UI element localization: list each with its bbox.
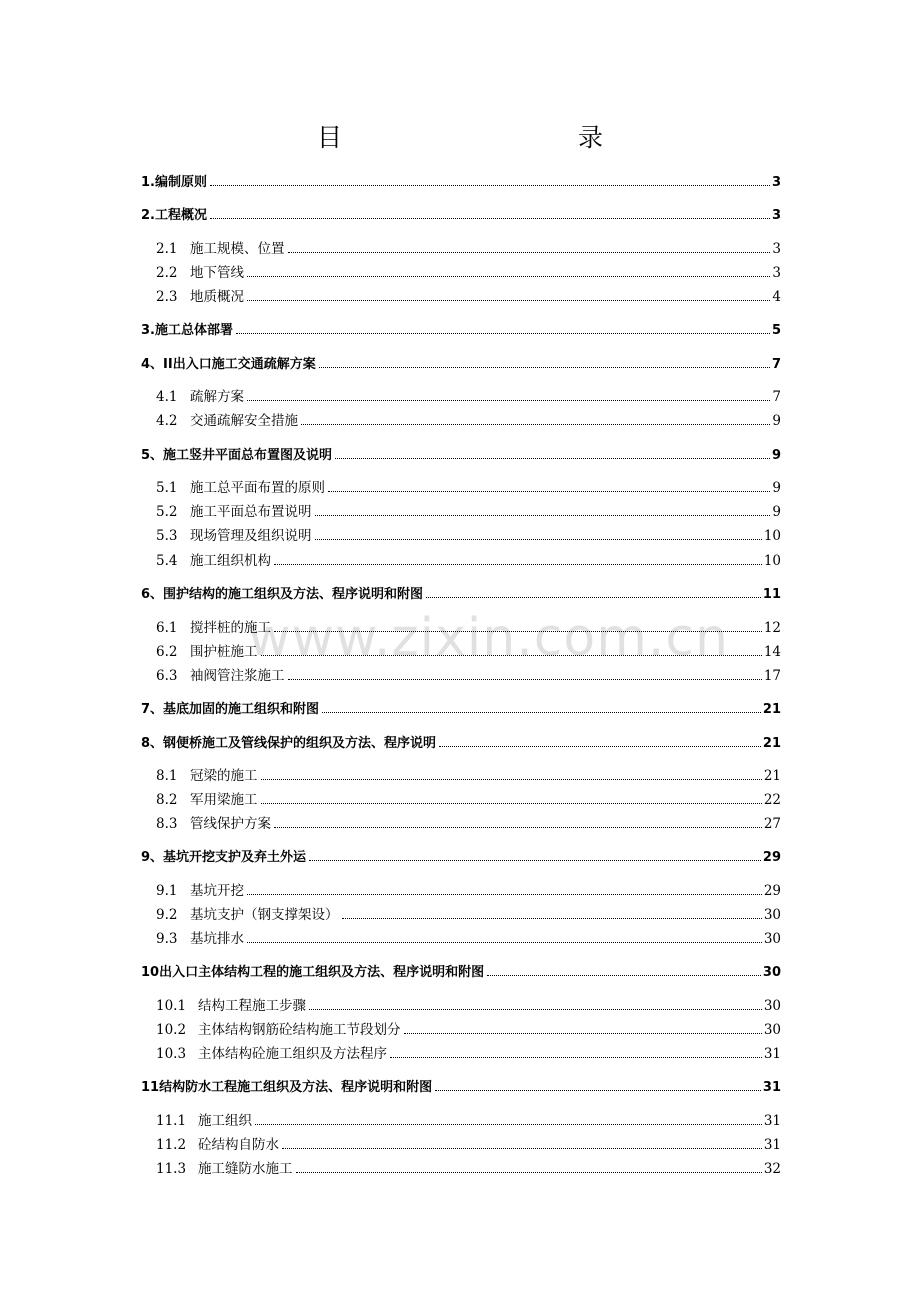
dot-leader [315,539,762,540]
toc-page-number: 3 [771,175,781,190]
dot-leader [247,276,770,277]
toc-entry-title [156,549,273,569]
dot-leader [426,597,761,598]
toc-entry-label: 基坑排水 [190,931,244,947]
toc-page-number: 32 [763,1161,781,1177]
toc-entry-chapter[interactable] [141,845,781,865]
toc-entry-section[interactable] [156,476,781,496]
toc-entry-title [156,1157,295,1177]
dot-leader [435,1090,761,1091]
toc-entry-title [156,1109,254,1129]
dot-leader [309,1009,762,1010]
toc-entry-section[interactable] [156,500,781,520]
toc-entry-label: 10出入口主体结构工程的施工组织及方法、程序说明和附图 [141,965,485,980]
toc-page-number: 12 [763,620,781,636]
toc-entry-title [141,732,438,751]
toc-section-number: 9.3 [156,931,178,947]
toc-page-number: 11 [762,587,781,602]
toc-section-number: 11.2 [156,1137,187,1153]
dot-leader [261,803,762,804]
dot-leader [210,185,770,186]
dot-leader [261,779,762,780]
toc-entry-label: 施工平面总布置说明 [190,504,312,520]
toc-section-number: 5.4 [156,553,178,569]
toc-entry-section[interactable] [156,285,781,305]
toc-page-number: 7 [771,357,781,372]
toc-entry-section[interactable] [156,409,781,429]
toc-entry-title [141,319,235,338]
toc-entry-section[interactable] [156,549,781,569]
toc-section-number: 2.1 [156,241,178,257]
toc-page-number: 9 [772,504,781,520]
dot-leader [296,1172,762,1173]
toc-entry-title [156,524,314,544]
toc-section-number: 6.3 [156,668,178,684]
dot-leader [404,1033,762,1034]
toc-entry-label: 地下管线 [190,265,244,281]
toc-section-number: 5.1 [156,480,178,496]
dot-leader [247,400,770,401]
toc-page-number: 29 [763,883,781,899]
toc-entry-section[interactable] [156,879,781,899]
toc-entry-title [141,171,209,190]
toc-entry-chapter[interactable] [141,697,781,717]
toc-entry-chapter[interactable] [141,960,781,980]
dot-leader [210,218,770,219]
toc-page-number: 30 [763,931,781,947]
toc-page-number: 31 [763,1113,781,1129]
toc-entry-chapter[interactable] [141,318,781,338]
toc-entry-label: 5、施工竖井平面总布置图及说明 [141,448,333,463]
toc-entry-label: 冠梁的施工 [190,768,258,784]
toc-section-number: 6.1 [156,620,178,636]
toc-entry-title [156,237,287,257]
dot-leader [439,746,761,747]
toc-section-number: 2.3 [156,289,178,305]
toc-page-number: 29 [762,850,781,865]
toc-entry-section[interactable] [156,927,781,947]
toc-page-number: 31 [763,1046,781,1062]
dot-leader [282,1148,762,1149]
toc-page-number: 31 [762,1080,781,1095]
dot-leader [274,631,762,632]
toc-entry-label: 疏解方案 [190,389,244,405]
toc-entry-chapter[interactable] [141,170,781,190]
toc-page-number: 30 [762,965,781,980]
toc-entry-label: 8、钢便桥施工及管线保护的组织及方法、程序说明 [141,736,437,751]
toc-entry-label: 搅拌桩的施工 [190,620,271,636]
toc-entry-label: 现场管理及组织说明 [190,528,312,544]
toc-entry-section[interactable] [156,385,781,405]
toc-entry-label: 交通疏解安全措施 [190,413,298,429]
toc-entry-section[interactable] [156,1157,781,1177]
toc-entry-section[interactable] [156,1109,781,1129]
toc-entry-title [156,1042,389,1062]
dot-leader [288,252,771,253]
toc-page-number: 21 [762,702,781,717]
toc-page-number: 3 [771,208,781,223]
toc-entry-label: 1.编制原则 [141,175,207,190]
toc-entry-label: 2.工程概况 [141,208,207,223]
toc-entry-section[interactable] [156,237,781,257]
toc-section-number: 11.1 [156,1113,187,1129]
toc-page-number: 9 [772,480,781,496]
toc-page-number: 30 [763,1022,781,1038]
toc-entry-label: 施工总平面布置的原则 [190,480,325,496]
toc-entry-title [156,500,314,520]
toc-entry-section[interactable] [156,664,781,684]
toc-entry-title [156,261,246,281]
dot-leader [261,655,762,656]
toc-page-number: 21 [763,768,781,784]
toc-section-number: 5.3 [156,528,178,544]
dot-leader [288,679,762,680]
toc-entry-label: 军用梁施工 [190,792,258,808]
toc-page-number: 4 [772,289,781,305]
dot-leader [274,564,762,565]
toc-section-number: 4.2 [156,413,178,429]
toc-entry-chapter[interactable] [141,1075,781,1095]
toc-entry-chapter[interactable] [141,203,781,223]
toc-entry-chapter[interactable] [141,352,781,372]
toc-entry-title [156,764,260,784]
toc-entry-section[interactable] [156,1042,781,1062]
toc-entry-title [141,204,209,223]
toc-entry-section[interactable] [156,903,781,923]
toc-entry-title [141,846,308,865]
toc-entry-label: 管线保护方案 [190,816,271,832]
toc-entry-section[interactable] [156,616,781,636]
dot-leader [247,942,762,943]
toc-entry-section[interactable] [156,764,781,784]
toc-entry-label: 地质概况 [190,289,244,305]
toc-page-number: 14 [763,644,781,660]
toc-entry-title [156,927,246,947]
toc-entry-label: 施工组织 [198,1113,252,1129]
dot-leader [322,712,761,713]
toc-section-number: 5.2 [156,504,178,520]
toc-entry-label: 4、II出入口施工交通疏解方案 [141,357,316,372]
toc-entry-label: 施工组织机构 [190,553,271,569]
toc-entry-title [156,812,273,832]
toc-entry-title [141,444,334,463]
toc-section-number: 10.3 [156,1046,187,1062]
toc-entry-label: 基坑支护（钢支撑架设） [190,907,339,923]
toc-entry-title [156,879,246,899]
watermark: www.zixin.com.cn [248,608,729,668]
toc-entry-title [141,961,486,980]
toc-entry-title [156,476,327,496]
toc-entry-section[interactable] [156,640,781,660]
toc-page-number: 30 [763,998,781,1014]
toc-entry-chapter[interactable] [141,731,781,751]
toc-page-number: 7 [772,389,781,405]
toc-section-number: 4.1 [156,389,178,405]
toc-page-number: 27 [763,816,781,832]
toc-page-number: 10 [763,528,781,544]
toc-entry-title [141,698,321,717]
toc-entry-label: 基坑开挖 [190,883,244,899]
page-title: 目 录 [316,123,665,152]
toc-page-number: 5 [771,323,781,338]
toc-entry-label: 结构工程施工步骤 [198,998,306,1014]
toc-entry-title [156,994,308,1014]
toc-entry-label: 施工规模、位置 [190,241,285,257]
toc-section-number: 8.3 [156,816,178,832]
toc-entry-label: 3.施工总体部署 [141,323,233,338]
toc-entry-section[interactable] [156,812,781,832]
toc-entry-chapter[interactable] [141,582,781,602]
toc-entry-label: 11结构防水工程施工组织及方法、程序说明和附图 [141,1080,433,1095]
toc-page-number: 9 [772,413,781,429]
dot-leader [390,1057,762,1058]
toc-page-number: 31 [763,1137,781,1153]
toc-entry-title [141,583,425,602]
toc-entry-label: 6、围护结构的施工组织及方法、程序说明和附图 [141,587,424,602]
toc-page-number: 3 [772,265,781,281]
toc-entry-section[interactable] [156,1018,781,1038]
toc-page-number: 30 [763,907,781,923]
toc-section-number: 2.2 [156,265,178,281]
toc-page-number: 9 [771,448,781,463]
dot-leader [335,458,770,459]
toc-entry-label: 主体结构砼施工组织及方法程序 [198,1046,387,1062]
toc-entry-title [156,385,246,405]
toc-entry-section[interactable] [156,1133,781,1153]
toc-entry-title [156,640,260,660]
toc-entry-title [141,1076,434,1095]
toc-entry-title [156,285,246,305]
toc-entry-label: 主体结构钢筋砼结构施工节段划分 [198,1022,401,1038]
dot-leader [342,918,762,919]
toc-entry-title [156,616,273,636]
toc-page-number: 22 [763,792,781,808]
toc-entry-title [156,664,287,684]
toc-entry-label: 施工缝防水施工 [198,1161,293,1177]
dot-leader [328,491,770,492]
toc-entry-title [156,1018,403,1038]
toc-entry-label: 砼结构自防水 [198,1137,279,1153]
dot-leader [274,827,762,828]
dot-leader [319,367,770,368]
toc-page-number: 10 [763,553,781,569]
toc-section-number: 9.1 [156,883,178,899]
toc-section-number: 10.2 [156,1022,187,1038]
toc-section-number: 8.1 [156,768,178,784]
toc-entry-section[interactable] [156,524,781,544]
toc-entry-section[interactable] [156,788,781,808]
toc-section-number: 11.3 [156,1161,187,1177]
dot-leader [315,515,771,516]
dot-leader [247,894,762,895]
toc-entry-title [141,353,318,372]
toc-entry-label: 围护桩施工 [190,644,258,660]
toc-page-number: 21 [762,736,781,751]
toc-entry-chapter[interactable] [141,443,781,463]
toc-entry-section[interactable] [156,994,781,1014]
toc-entry-label: 9、基坑开挖支护及弃土外运 [141,850,307,865]
dot-leader [255,1124,762,1125]
dot-leader [236,333,770,334]
toc-section-number: 6.2 [156,644,178,660]
dot-leader [487,975,761,976]
toc-entry-title [156,788,260,808]
toc-section-number: 8.2 [156,792,178,808]
toc-entry-label: 7、基底加固的施工组织和附图 [141,702,320,717]
toc-entry-title [156,409,300,429]
toc-section-number: 9.2 [156,907,178,923]
dot-leader [247,300,770,301]
dot-leader [309,860,761,861]
dot-leader [301,424,770,425]
toc-page-number: 3 [772,241,781,257]
toc-entry-section[interactable] [156,261,781,281]
toc-entry-title [156,1133,281,1153]
toc-section-number: 10.1 [156,998,187,1014]
toc-entry-label: 袖阀管注浆施工 [190,668,285,684]
toc-entry-title [156,903,341,923]
toc-page-number: 17 [763,668,781,684]
